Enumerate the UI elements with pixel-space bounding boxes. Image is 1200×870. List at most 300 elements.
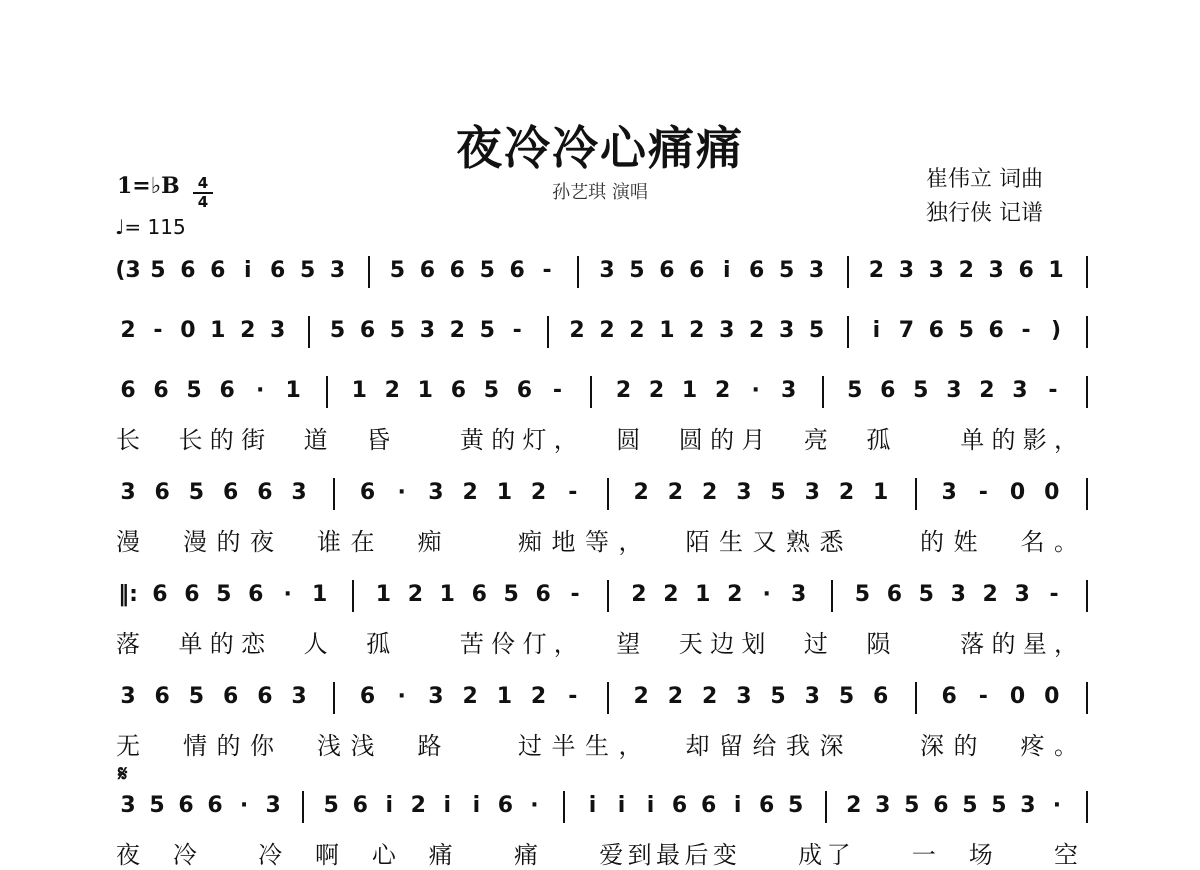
note: 6 [449,258,465,283]
note: 6 [941,684,957,709]
lyric-char: 的 [491,426,516,454]
meter-top: 4 [197,174,209,192]
note: 2 [701,480,718,505]
note: 0 [180,318,196,343]
note: 3 [790,582,807,607]
note: 5 [918,582,934,607]
lyric-char: 望 [616,630,641,658]
lyric-char: 地 [551,528,576,556]
meter-bottom: 4 [193,192,213,211]
note: 2 [958,258,974,283]
note: 5 [838,684,855,709]
note: 2 [667,480,684,505]
lyric-char: 留 [719,732,743,760]
note: 5 [483,378,500,403]
lyric-char: 谁 [317,528,341,556]
barline [607,478,609,510]
lyric-char: 伶 [491,630,516,658]
note: 2 [846,793,862,818]
note: 6 [153,378,169,403]
note: 6 [471,582,487,607]
lyric-char: 痴 [417,528,442,556]
barline [1086,791,1088,823]
note: 3 [946,378,962,403]
note: 1 [496,684,512,709]
note: - [1048,378,1058,403]
note: 6 [419,258,436,283]
note: 6 [352,793,368,818]
lyric-char: 的 [953,732,978,760]
note: 5 [770,480,786,505]
note: 5 [216,582,232,607]
note: 6 [700,793,717,818]
note: 3 [1014,582,1030,607]
note: 3 [419,318,436,343]
note: 3 [804,684,820,709]
lyric-char: 圆 [616,426,641,454]
note: 3 [120,793,136,818]
lyric-char: 心 [371,841,396,869]
note: 3 [599,258,615,283]
lyric-char: 空 [1054,841,1078,869]
lyric-char: 陨 [866,630,891,658]
lyric-char: 孤 [866,426,891,454]
note: 3 [804,480,820,505]
note: · [751,378,760,403]
barline [847,316,849,348]
lyric-char: 深 [920,732,944,760]
lyric-char: 仃 [522,630,547,658]
notation-line [110,318,1090,370]
note: 2 [701,684,718,709]
lyric-char: 夜 [250,528,274,556]
barline [547,316,549,348]
note: 2 [667,684,684,709]
note: 6 [880,378,896,403]
barline [302,791,304,823]
lyric-char: 又 [752,528,777,556]
note: · [255,378,265,403]
note: i [733,793,742,818]
note: (3 [115,258,141,283]
note: - [512,318,522,343]
note: 5 [188,480,205,505]
note: 2 [629,318,645,343]
note: 5 [389,258,406,283]
note: 5 [329,318,346,343]
note: · [397,480,406,505]
barline [333,682,335,714]
lyric-char: 路 [417,732,442,760]
note: 0 [1009,480,1026,505]
lyric-char: 天 [678,630,703,658]
lyric-char: 单 [960,426,985,454]
note: 2 [462,684,478,709]
barline [308,316,310,348]
note: 5 [770,684,786,709]
note: 3 [329,258,346,283]
lyric-char: 了 [826,841,851,869]
note: 5 [991,793,1007,818]
note: 2 [727,582,743,607]
note: 3 [736,684,752,709]
note: 6 [873,684,889,709]
lyric-char: 边 [710,630,735,658]
lyric-char: 疼 [1020,732,1045,760]
barline [607,682,609,714]
note: · [530,793,539,818]
note: 3 [875,793,891,818]
lyric-char: 等 [585,528,609,556]
note: 0 [1044,684,1060,709]
note: 6 [257,684,273,709]
lyric-char: 。 [1054,528,1078,556]
tempo-marking: ♩= 115 [115,215,186,239]
lyric-char: 划 [741,630,766,658]
note: 2 [979,378,995,403]
lyrics-music-credit: 崔伟立 词曲 [926,167,1043,192]
note: 1 [681,378,698,403]
note: 2 [633,684,649,709]
note: 2 [689,318,705,343]
lyric-char: 痴 [518,528,542,556]
barline [1086,580,1088,612]
lyric-char: 一 [911,841,936,869]
lyric-char: 深 [819,732,844,760]
note: 5 [854,582,871,607]
barline [1086,256,1088,288]
lyric-char: 恋 [241,630,266,658]
lyric-char: 生 [585,732,609,760]
note: 6 [207,793,223,818]
note: 5 [913,378,929,403]
note: 1 [375,582,392,607]
note: 5 [186,378,202,403]
note: 5 [904,793,920,818]
lyric-char: 。 [1054,732,1078,760]
note: 5 [962,793,978,818]
note: 6 [152,582,168,607]
note: i [472,793,481,818]
note: 6 [933,793,949,818]
lyric-char: ， [618,732,643,760]
lyric-char: ， [618,528,643,556]
lyric-char: 星 [1022,630,1047,658]
note: ) [1051,318,1062,343]
lyric-char: 陌 [685,528,710,556]
lyric-char: 的 [209,630,234,658]
note: 3 [808,258,825,283]
lyric-char: 名 [1020,528,1045,556]
note: 2 [449,318,465,343]
singer-credit: 孙艺琪 演唱 [552,182,648,203]
note: i [617,793,626,818]
note: 6 [154,480,170,505]
lyric-char: ， [553,630,578,658]
lyric-char: 落 [116,630,140,658]
lyric-char: 半 [551,732,576,760]
note: 6 [154,684,170,709]
note: 0 [1044,480,1060,505]
lyric-char: 长 [178,426,203,454]
lyric-char: 影 [1022,426,1047,454]
barline [607,580,609,612]
barline [352,580,354,612]
lyric-char: 姓 [953,528,978,556]
lyric-char: 圆 [678,426,703,454]
song-title: 夜冷冷心痛痛 [456,121,744,175]
note: 5 [149,793,165,818]
lyric-char: 昏 [366,426,391,454]
note: 3 [1020,793,1036,818]
note: 6 [689,258,705,283]
note: i [243,258,252,283]
note: 6 [257,480,273,505]
note: 3 [120,480,136,505]
note: - [568,480,578,505]
lyric-char: 浅 [350,732,375,760]
lyric-char: 道 [303,426,328,454]
time-signature [193,175,213,211]
note: 5 [389,318,406,343]
barline [831,580,833,612]
note: 3 [428,480,444,505]
note: 2 [384,378,400,403]
note: 1 [659,318,675,343]
note: 1 [1048,258,1064,283]
note: 3 [1012,378,1028,403]
segno-sign: 𝄋 [118,762,128,787]
note: - [570,582,580,607]
note: 3 [778,318,795,343]
note: 2 [868,258,885,283]
lyric-char: 过 [518,732,542,760]
lyric-char: 的 [991,630,1016,658]
notation-line [110,378,1090,454]
lyric-char: 孤 [366,630,391,658]
barline [915,682,917,714]
note: 3 [291,480,307,505]
lyric-char: 生 [719,528,743,556]
lyric-char: 情 [183,732,207,760]
note: 6 [671,793,688,818]
lyric-char: 人 [303,630,328,658]
lyric-char: 的 [209,426,234,454]
lyric-char: 痛 [513,841,538,869]
note: 2 [633,480,649,505]
note: - [542,258,552,283]
note: i [588,793,597,818]
note: i [443,793,452,818]
note: 5 [847,378,863,403]
notation-line [110,793,1090,869]
note: 3 [950,582,966,607]
barline [1086,682,1088,714]
note: 7 [898,318,915,343]
lyric-char: 的 [920,528,944,556]
note: 5 [479,258,495,283]
lyric-char: 痛 [428,841,453,869]
key-signature: 1=♭B [117,173,180,199]
lyric-char: 月 [741,426,766,454]
note: 3 [941,480,957,505]
lyric-char: 街 [241,426,266,454]
barline [590,376,592,408]
note: - [978,480,988,505]
note: · [762,582,771,607]
note: 3 [719,318,735,343]
lyric-char: 冷 [172,841,197,869]
note: · [283,582,292,607]
note: 5 [958,318,974,343]
note: 6 [497,793,514,818]
note: i [872,318,881,343]
note: 1 [439,582,455,607]
note: i [385,793,394,818]
lyric-char: 啊 [314,841,339,869]
lyric-char: 灯 [522,426,547,454]
note: 6 [178,793,194,818]
lyric-char: 熟 [786,528,810,556]
note: 3 [120,684,136,709]
lyric-char: 无 [116,732,140,760]
lyric-char: 落 [960,630,985,658]
notation-line [110,684,1090,760]
barline [915,478,917,510]
transcriber-credit: 独行侠 记谱 [926,201,1043,226]
note: 5 [479,318,495,343]
lyric-char: ， [1054,426,1078,454]
lyric-char: ， [1054,630,1078,658]
note: 6 [210,258,226,283]
barline [825,791,827,823]
lyric-char: 的 [710,426,735,454]
note: 1 [311,582,328,607]
note: 6 [180,258,196,283]
note: 2 [749,318,765,343]
note: 6 [270,258,286,283]
lyric-char: 浅 [317,732,341,760]
note: 6 [509,258,525,283]
note: i [646,793,655,818]
note: - [568,684,578,709]
lyric-char: 你 [250,732,274,760]
barline [1086,478,1088,510]
barline [326,376,328,408]
note: 2 [240,318,256,343]
note: 5 [188,684,205,709]
note: 1 [351,378,367,403]
note: 5 [788,793,804,818]
lyric-char: 后 [684,841,709,869]
note: 6 [184,582,200,607]
lyric-char: 变 [712,841,737,869]
barline [1086,316,1088,348]
lyric-char: 的 [216,528,241,556]
note: 3 [736,480,752,505]
lyric-char: 给 [752,732,777,760]
note: 2 [714,378,731,403]
note: 2 [648,378,665,403]
lyric-char: 漫 [116,528,140,556]
note: 6 [359,684,376,709]
note: 1 [417,378,433,403]
lyric-char: 却 [685,732,710,760]
note: 2 [407,582,424,607]
barline [333,478,335,510]
note: 2 [838,480,855,505]
lyric-char: 爱 [599,841,624,869]
note: 6 [222,684,239,709]
note: 6 [659,258,675,283]
note: · [239,793,249,818]
note: - [552,378,563,403]
note: 6 [248,582,264,607]
note: 1 [285,378,301,403]
note: 6 [359,480,376,505]
notation-line [110,258,1090,310]
note: 6 [749,258,765,283]
lyric-char: 成 [798,841,823,869]
note: - [153,318,163,343]
lyric-char: 夜 [116,841,140,869]
note: 2 [410,793,426,818]
note: 6 [759,793,775,818]
note: 6 [1018,258,1034,283]
barline [822,376,824,408]
note: 2 [615,378,632,403]
note: 5 [150,258,166,283]
note: 2 [569,318,585,343]
lyric-char: 亮 [803,426,828,454]
lyric-char: 的 [991,426,1016,454]
notation-line [110,582,1090,658]
note: 2 [631,582,647,607]
note: 2 [663,582,679,607]
note: · [1052,793,1062,818]
note: 5 [299,258,316,283]
note: 3 [428,684,444,709]
note: 2 [120,318,136,343]
note: - [978,684,988,709]
note: 6 [988,318,1004,343]
note: 6 [886,582,903,607]
note: 5 [808,318,825,343]
lyric-char: 黄 [459,426,484,454]
note: 6 [120,378,136,403]
note: 2 [530,480,547,505]
note: 3 [270,318,286,343]
note: 1 [695,582,711,607]
lyric-char: 到 [627,841,652,869]
note: 1 [873,480,889,505]
note: 5 [503,582,519,607]
note: 5 [629,258,645,283]
lyric-char: 悉 [819,528,844,556]
note: · [397,684,406,709]
lyric-char: 漫 [183,528,207,556]
note: 1 [210,318,226,343]
lyric-char: 在 [350,528,375,556]
note: 3 [928,258,944,283]
note: 2 [462,480,478,505]
note: 6 [450,378,466,403]
note: - [1021,318,1031,343]
note: 6 [219,378,235,403]
note: 1 [496,480,512,505]
lyric-char: 最 [656,841,681,869]
note: 5 [778,258,795,283]
